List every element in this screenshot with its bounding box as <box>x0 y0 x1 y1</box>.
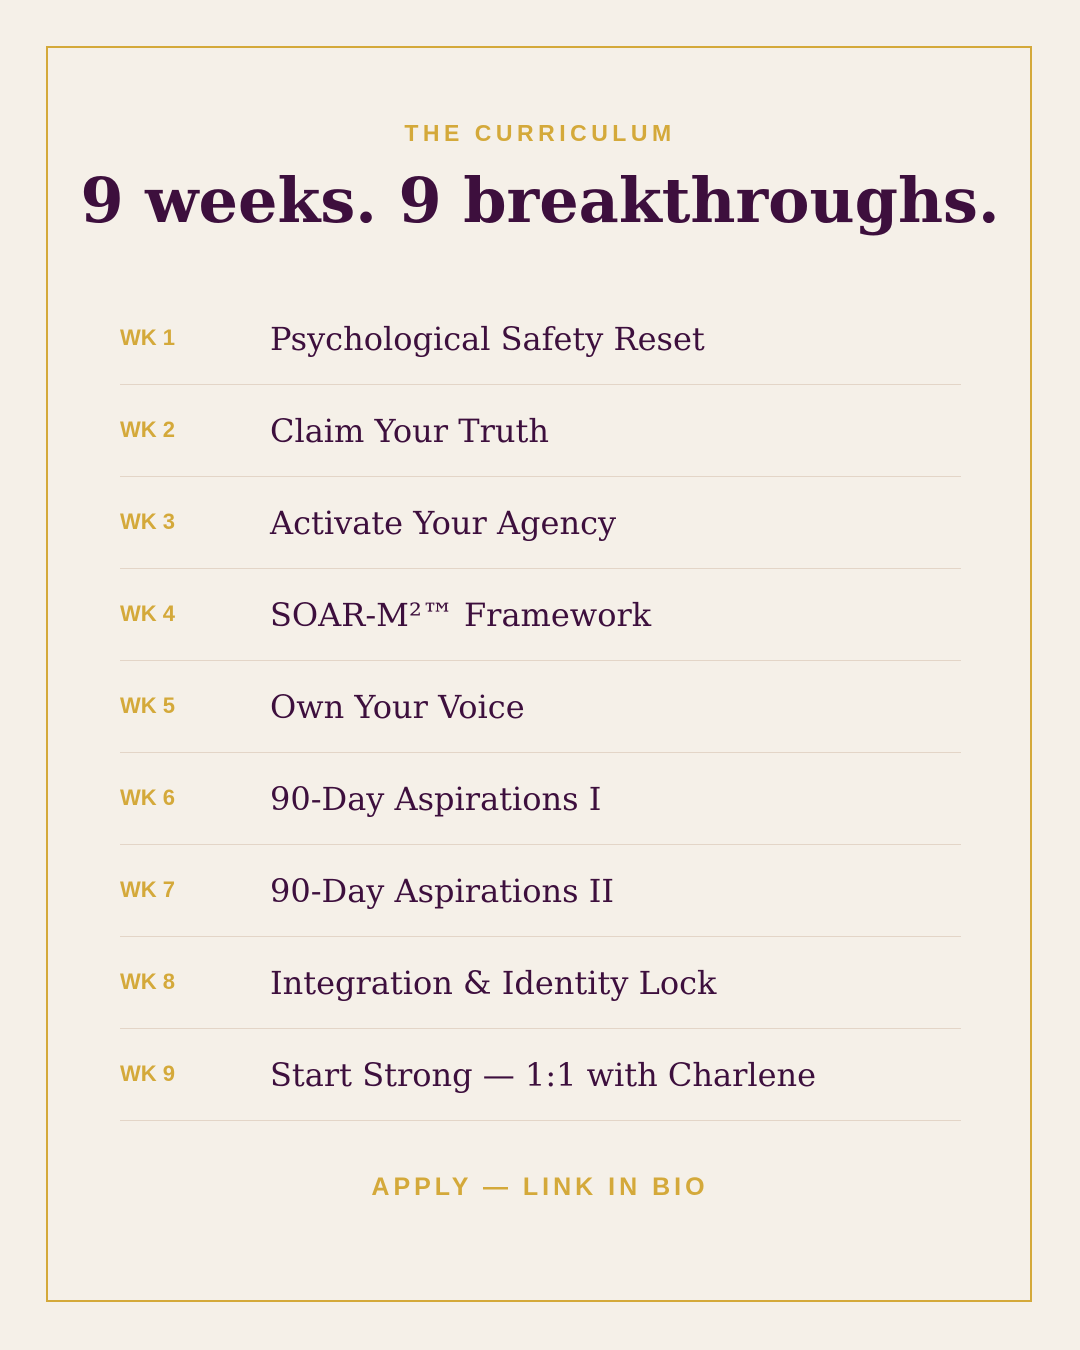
week-label: WK 8 <box>120 969 175 994</box>
week-row-8 <box>120 937 961 1029</box>
week-row-3 <box>120 477 961 569</box>
week-row-5 <box>120 661 961 753</box>
week-title: Start Strong — 1:1 with Charlene <box>270 1056 817 1094</box>
week-row-1 <box>120 293 961 385</box>
week-label: WK 4 <box>120 601 175 626</box>
week-title: Own Your Voice <box>270 688 525 726</box>
week-row-4 <box>120 569 961 661</box>
section-eyebrow: THE CURRICULUM <box>404 120 676 146</box>
week-title: Claim Your Truth <box>270 412 549 450</box>
week-label: WK 2 <box>120 417 175 442</box>
week-title: Psychological Safety Reset <box>270 320 705 358</box>
week-label: WK 6 <box>120 785 175 810</box>
week-title: 90-Day Aspirations I <box>270 780 602 818</box>
week-label: WK 5 <box>120 693 175 718</box>
week-row-2 <box>120 385 961 477</box>
week-row-6 <box>120 753 961 845</box>
curriculum-list <box>120 293 961 1121</box>
week-label: WK 9 <box>120 1061 175 1086</box>
week-label: WK 1 <box>120 325 175 350</box>
week-title: 90-Day Aspirations II <box>270 872 614 910</box>
week-title: SOAR-M²™ Framework <box>270 596 652 634</box>
week-title: Integration & Identity Lock <box>270 964 717 1002</box>
page-title: 9 weeks. 9 breakthroughs. <box>80 164 1000 237</box>
week-label: WK 3 <box>120 509 175 534</box>
week-title: Activate Your Agency <box>270 504 617 542</box>
week-row-7 <box>120 845 961 937</box>
week-label: WK 7 <box>120 877 175 902</box>
week-row-9 <box>120 1029 961 1121</box>
apply-cta: APPLY — LINK IN BIO <box>371 1173 709 1201</box>
